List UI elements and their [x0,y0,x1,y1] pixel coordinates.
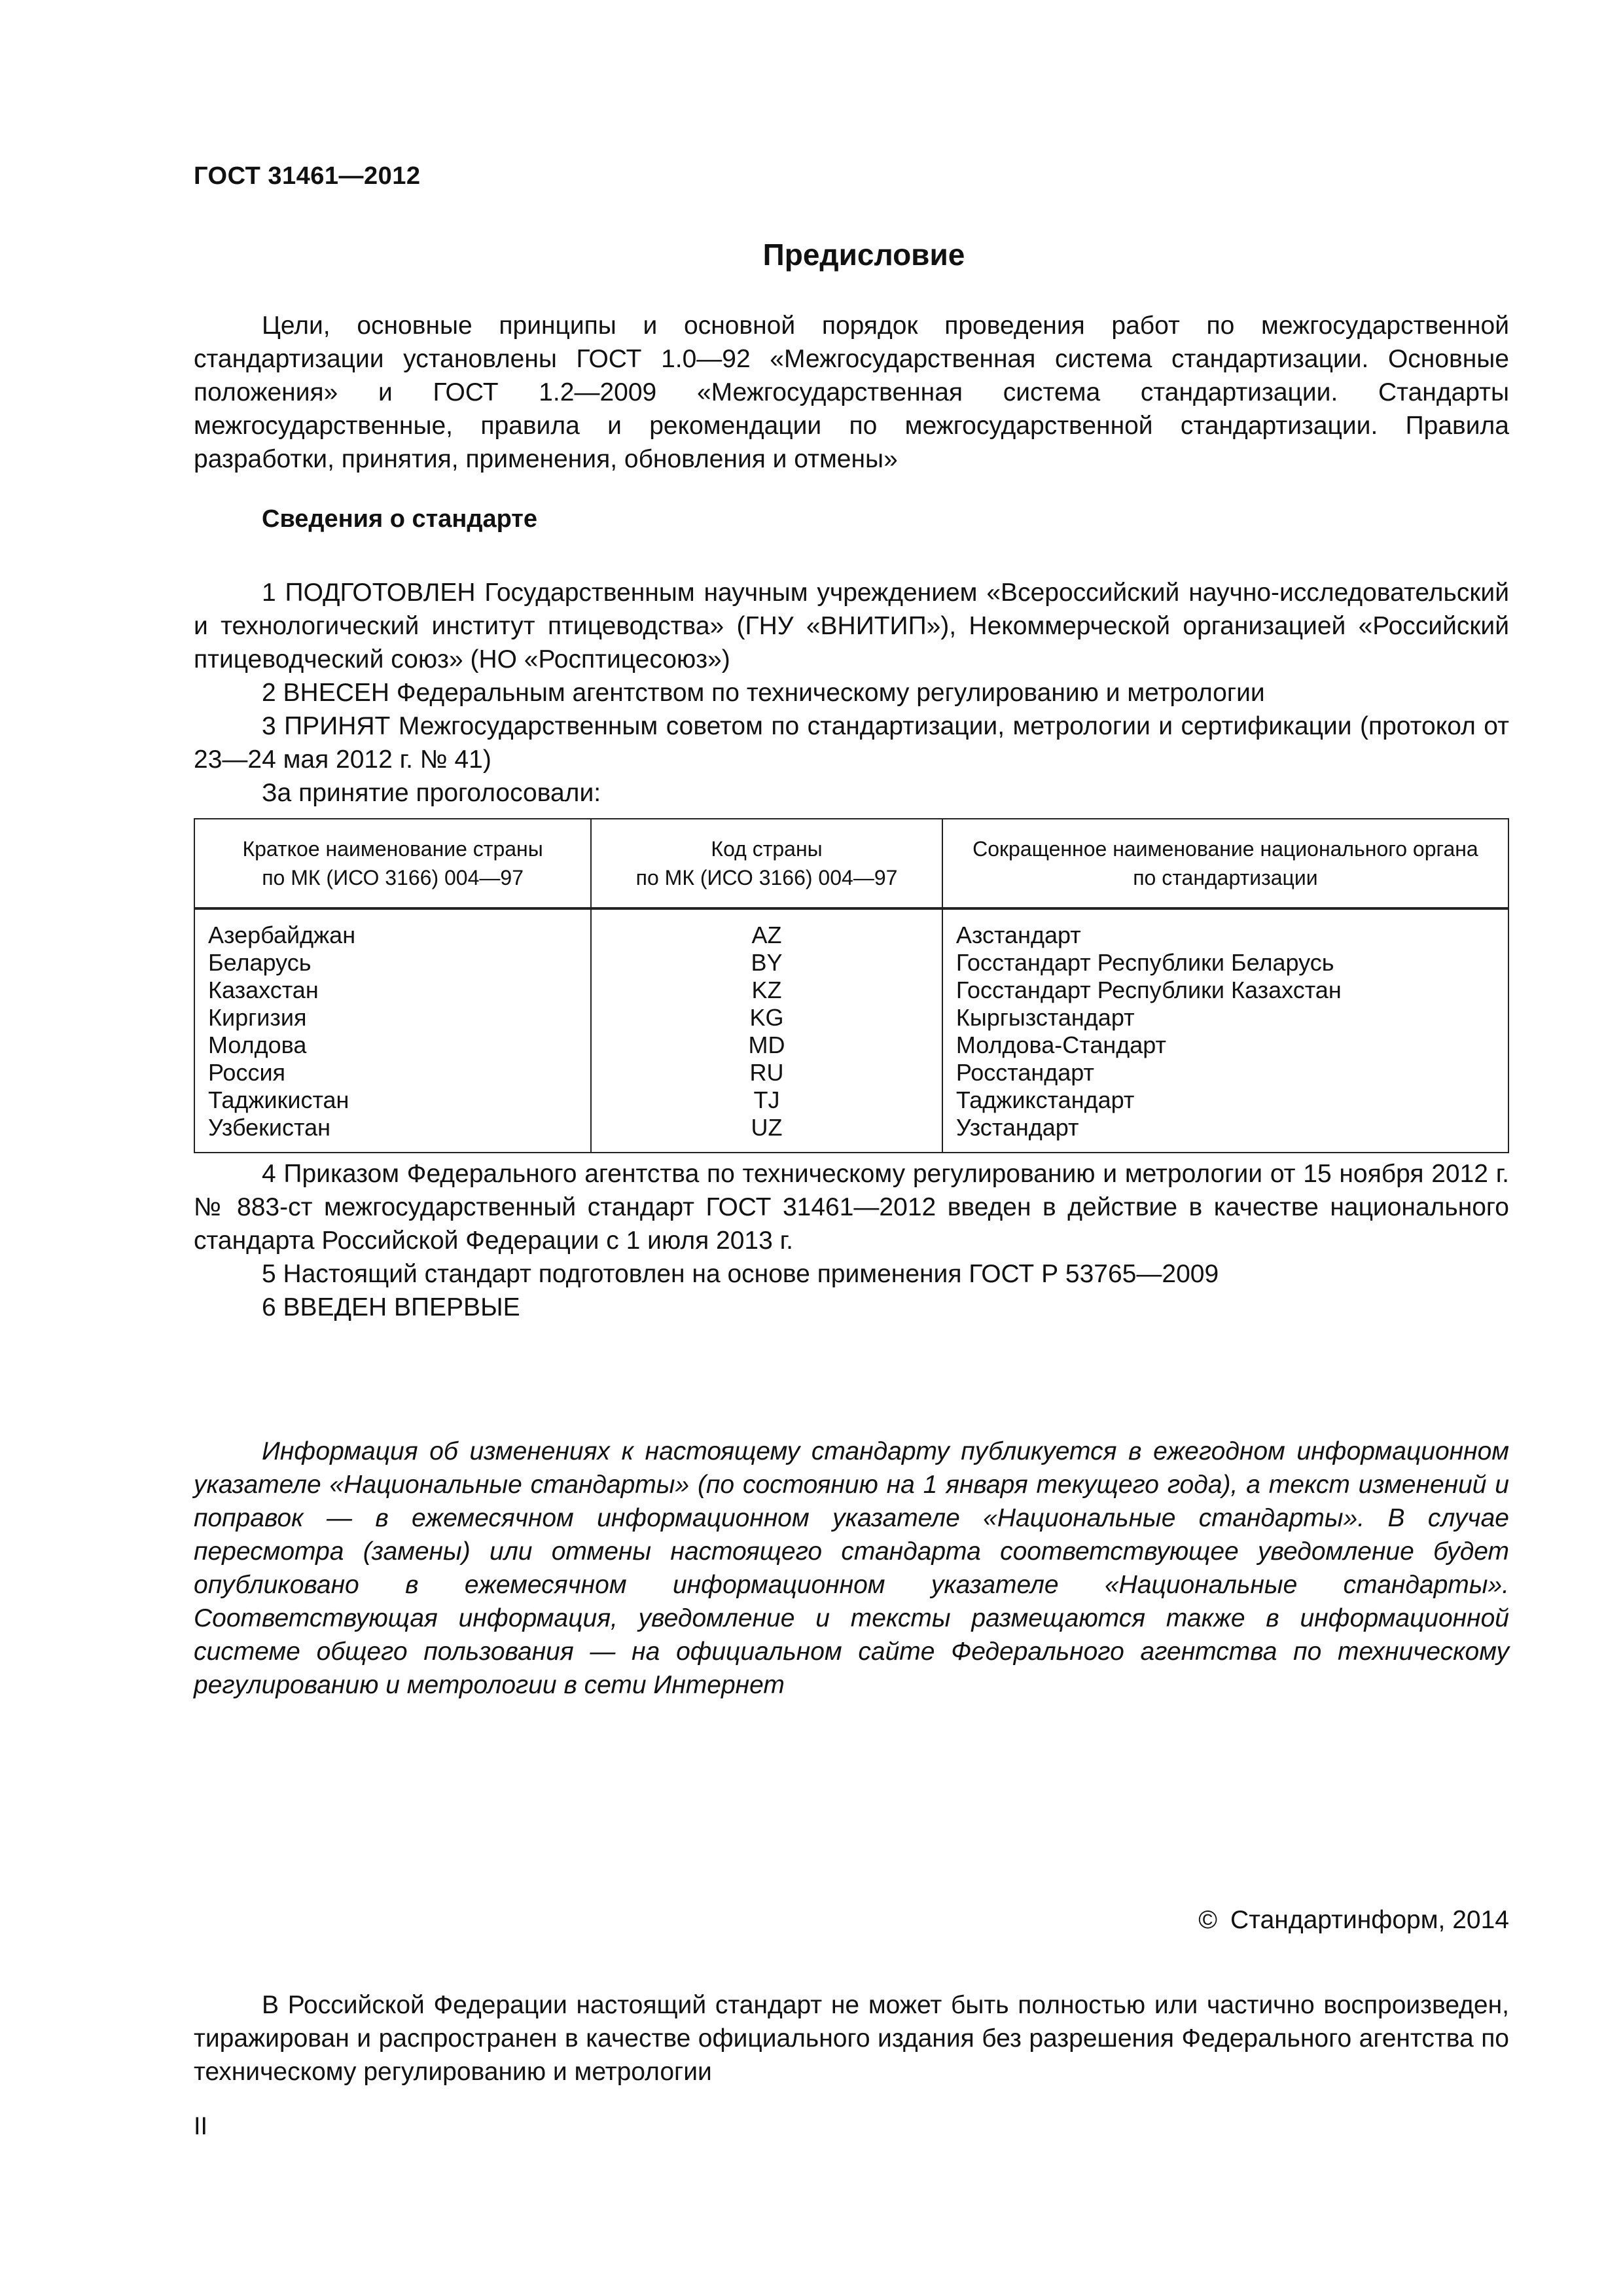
item-4-enacted: 4 Приказом Федерального агентства по техническому регулированию и метрологии от 15 ноября 2012 г. № 883-ст межгосударственный стандарт ГОСТ 31461—2012 введен в действие в качестве национального стандарта Российской Федерации с 1 июля 2013 г. [194,1160,1509,1255]
country-name: Россия [208,1059,286,1086]
country-name: Азербайджан [208,922,356,948]
country-names-cell [194,908,591,1153]
country-name: Беларусь [208,949,312,976]
item-1-prepared: 1 ПОДГОТОВЛЕН Государственным научным учреждением «Всероссийский научно-исследовательский и технологический институт птицеводства» (ГНУ «ВНИТИП»), Некоммерческой организацией «Российский птицеводческий союз» (НО «Росптицесоюз») [194,579,1509,673]
item-6-first-introduced: 6 ВВЕДЕН ВПЕРВЫЕ [262,1293,520,1321]
country-name: Казахстан [208,977,319,1003]
voting-countries-table [194,818,1509,1153]
table-header-row [194,819,1508,908]
national-body: Госстандарт Республики Казахстан [955,977,1342,1003]
national-body: Кыргызстандарт [955,1004,1135,1031]
standard-info-subheading: Сведения о стандарте [262,505,538,533]
header-national-body: Сокращенное наименование национального органа по стандартизации [942,819,1508,908]
country-code: UZ [751,1114,783,1141]
national-body: Таджикстандарт [955,1086,1135,1113]
item-5-basis: 5 Настоящий стандарт подготовлен на основе применения ГОСТ Р 53765—2009 [262,1260,1219,1288]
page-title [0,237,1623,272]
national-body: Росстандарт [955,1059,1095,1086]
copyright-line [1198,1906,1509,1935]
country-codes-cell [591,908,942,1153]
header-country-name: Краткое наименование страны по МК (ИСО 3166) 004—97 [194,819,591,908]
intro-paragraph: Цели, основные принципы и основной порядок проведения работ по межгосударственной стандартизации установлены ГОСТ 1.0—92 «Межгосударственная система стандартизации. Основные положения» и ГОСТ 1.2—2009 «Межгосударственная система стандартизации. Стандарты межгосударственные, правила и рекомендации по межгосударственной стандартизации. Правила разработки, принятия, применения, обновления и отмены» [194,312,1509,473]
vote-label: За принятие проголосовали: [262,779,601,807]
country-name: Молдова [208,1031,307,1058]
country-code: BY [751,949,783,976]
national-body: Узстандарт [955,1114,1079,1141]
legal-notice-paragraph: В Российской Федерации настоящий стандарт не может быть полностью или частично воспроизведен, тиражирован и распространен в качестве официального издания без разрешения Федерального агентства по техническому регулированию и метрологии [194,1991,1509,2086]
table-row [194,908,1508,1153]
copyright-text: Стандартинформ, 2014 [1230,1906,1509,1934]
country-code: KG [749,1004,784,1031]
standard-info-items [194,576,1509,810]
national-body: Госстандарт Республики Беларусь [955,949,1334,976]
standard-info-items-continued [194,1157,1509,1324]
national-body: Азстандарт [955,922,1081,948]
country-code: RU [749,1059,784,1086]
page-number: II [194,2113,208,2140]
country-code: MD [748,1031,785,1058]
country-name: Киргизия [208,1004,307,1031]
page-title-text: Предисловие [762,238,965,272]
national-bodies-cell [942,908,1508,1153]
item-2-submitted: 2 ВНЕСЕН Федеральным агентством по техническому регулированию и метрологии [262,679,1265,707]
document-code-header: ГОСТ 31461—2012 [194,162,421,190]
country-name: Таджикистан [208,1086,349,1113]
country-code: TJ [753,1086,780,1113]
copyright-symbol: © [1198,1906,1217,1934]
item-3-adopted: 3 ПРИНЯТ Межгосударственным советом по стандартизации, метрологии и сертификации (протокол от 23—24 мая 2012 г. № 41) [194,712,1509,774]
country-name: Узбекистан [208,1114,331,1141]
country-code: AZ [751,922,782,948]
changes-notice-paragraph: Информация об изменениях к настоящему стандарту публикуется в ежегодном информационном указателе «Национальные стандарты» (по состоянию на 1 января текущего года), а текст изменений и поправок — в ежемесячном информационном указателе «Национальные стандарты». В случае пересмотра (замены) или отмены настоящего стандарта соответствующее уведомление будет опубликовано в ежемесячном информационном указателе «Национальные стандарты». Соответствующая информация, уведомление и тексты размещаются также в информационной системе общего пользования — на официальном сайте Федерального агентства по техническому регулированию и метрологии в сети Интернет [194,1437,1509,1699]
country-code: KZ [751,977,782,1003]
national-body: Молдова-Стандарт [955,1031,1166,1058]
header-country-code: Код страны по МК (ИСО 3166) 004—97 [591,819,942,908]
